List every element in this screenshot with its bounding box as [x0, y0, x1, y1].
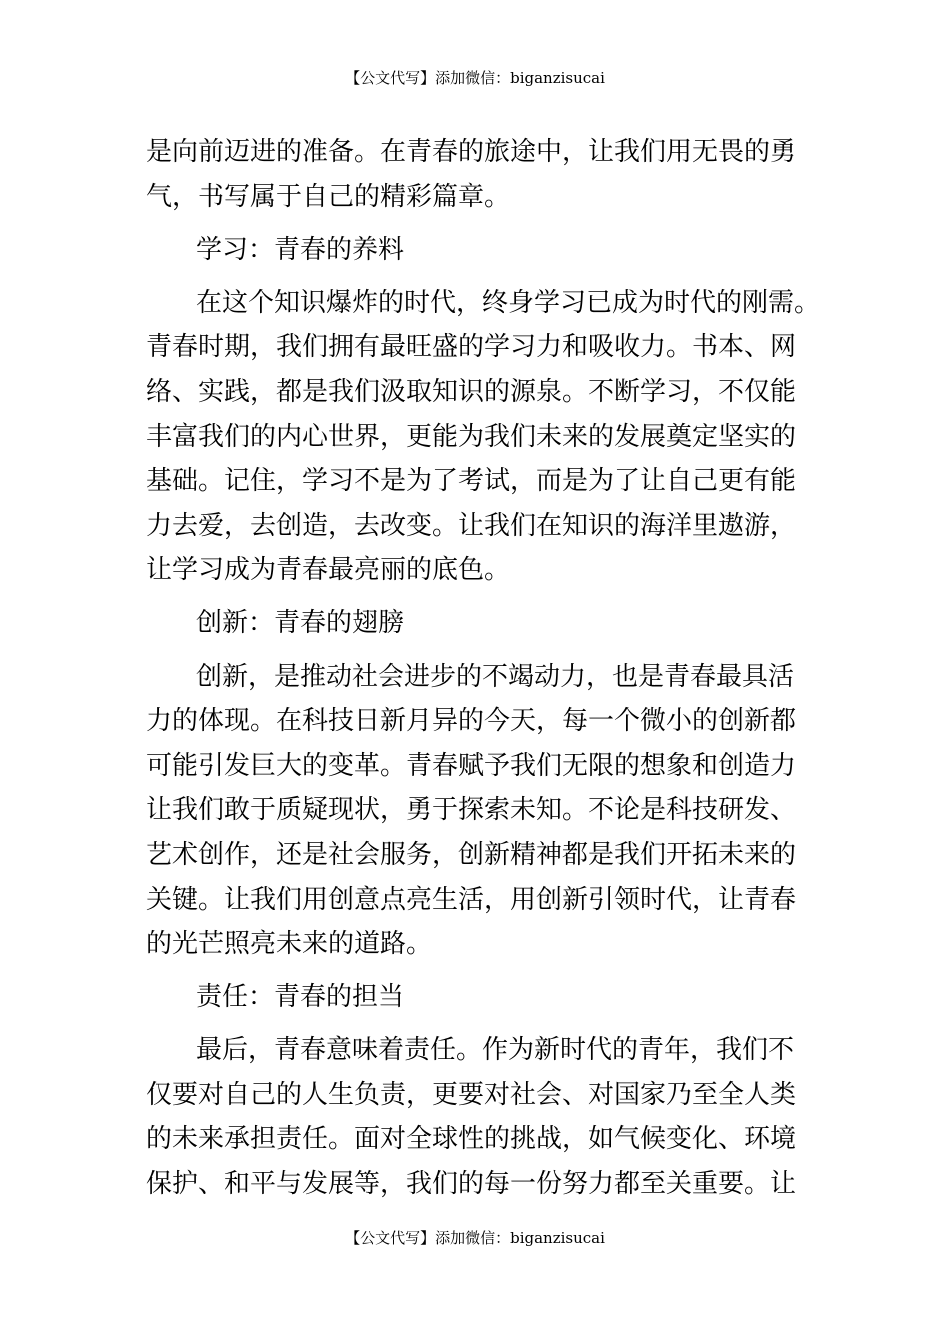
- paragraph-responsibility: [146, 1028, 808, 1206]
- page-footer: 【公文代写】添加微信：biganzisucai: [345, 1229, 605, 1247]
- text-line: 青春时期，我们拥有最旺盛的学习力和吸收力。书本、网: [146, 332, 797, 363]
- paragraph-learning: [146, 281, 821, 593]
- text-line: 的未来承担责任。面对全球性的挑战，如气候变化、环境: [146, 1124, 797, 1155]
- text-line: 让学习成为青春最亮丽的底色。: [146, 555, 511, 586]
- text-line: 在这个知识爆炸的时代，终身学习已成为时代的刚需。: [196, 287, 821, 318]
- text-line: 是向前迈进的准备。在青春的旅途中，让我们用无畏的勇: [146, 137, 797, 167]
- paragraph-continuation: [146, 130, 808, 219]
- text-line: 仅要对自己的人生负责，更要对社会、对国家乃至全人类: [146, 1079, 797, 1110]
- text-line: 保护、和平与发展等，我们的每一份努力都至关重要。让: [146, 1169, 797, 1200]
- paragraph-innovation: [146, 655, 808, 967]
- text-line: 让我们敢于质疑现状，勇于探索未知。不论是科技研发、: [146, 795, 797, 826]
- text-line: 丰富我们的内心世界，更能为我们未来的发展奠定坚实的: [146, 421, 797, 452]
- text-line: 力去爱，去创造，去改变。让我们在知识的海洋里遨游，: [146, 510, 797, 541]
- text-line: 关键。让我们用创意点亮生活，用创新引领时代，让青春: [146, 884, 797, 915]
- text-line: 的光芒照亮未来的道路。: [146, 929, 433, 960]
- document-body: [146, 130, 821, 1207]
- section-heading-learning: [146, 228, 808, 273]
- text-line: 艺术创作，还是社会服务，创新精神都是我们开拓未来的: [146, 839, 797, 870]
- text-line: 基础。记住，学习不是为了考试，而是为了让自己更有能: [146, 466, 797, 497]
- section-heading-innovation: [146, 601, 808, 646]
- heading-text: 创新：青春的翅膀: [196, 608, 405, 639]
- text-line: 络、实践，都是我们汲取知识的源泉。不断学习，不仅能: [146, 376, 797, 407]
- text-line: 气，书写属于自己的精彩篇章。: [146, 181, 511, 212]
- text-line: 可能引发巨大的变革。青春赋予我们无限的想象和创造力: [146, 750, 797, 781]
- heading-text: 责任：青春的担当: [196, 982, 405, 1013]
- section-heading-responsibility: [146, 975, 808, 1020]
- text-line: 创新，是推动社会进步的不竭动力，也是青春最具活: [196, 661, 795, 692]
- page-header: 【公文代写】添加微信：biganzisucai: [345, 69, 605, 87]
- heading-text: 学习：青春的养料: [196, 234, 405, 265]
- text-line: 最后，青春意味着责任。作为新时代的青年，我们不: [196, 1035, 795, 1066]
- text-line: 力的体现。在科技日新月异的今天，每一个微小的创新都: [146, 706, 797, 737]
